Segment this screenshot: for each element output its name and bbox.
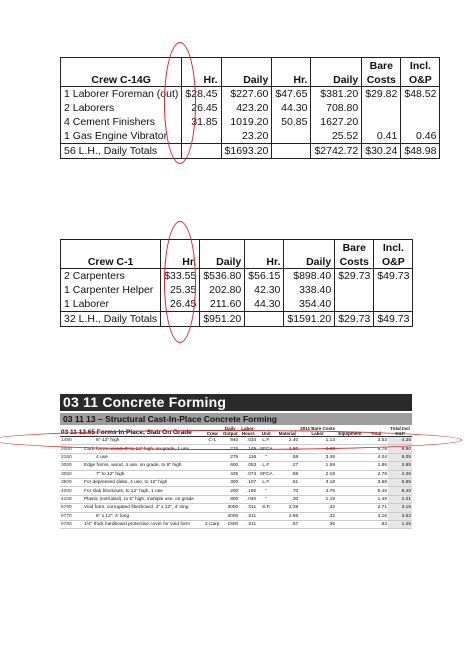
equipment-cell bbox=[336, 470, 364, 478]
labor-cell: .36 bbox=[299, 520, 336, 528]
bare-costs-header: Costs bbox=[362, 72, 401, 87]
table-row: 2 Carpenters $33.55 $536.80 $56.15 $898.40 $29.73 $49.73 bbox=[61, 269, 413, 284]
equipment-cell bbox=[336, 520, 364, 528]
material-cell: .58 bbox=[275, 453, 299, 461]
incl-op-top: Incl. bbox=[409, 60, 431, 72]
code-cell: 3050 bbox=[60, 470, 82, 478]
labor-hours-cell: .074 bbox=[239, 470, 257, 478]
table-row: 1 Laborer 26.45 211.60 44.30 354.40 bbox=[61, 297, 413, 312]
labor-cell: 1.13 bbox=[299, 437, 336, 445]
crew-cell bbox=[203, 487, 221, 495]
labor-hours-cell: .011 bbox=[239, 512, 257, 520]
total-header: Total bbox=[364, 426, 388, 437]
output-cell: 435 bbox=[221, 470, 239, 478]
desc-cell: 4 use bbox=[82, 453, 203, 461]
material-header: Material bbox=[275, 426, 299, 437]
equipment-cell bbox=[336, 462, 364, 470]
material-cell: 2.39 bbox=[275, 504, 299, 512]
table-row: 4 Cement Finishers 31.85 1019.20 50.85 1627.20 bbox=[61, 115, 440, 129]
table-row bbox=[60, 437, 412, 445]
output-cell: 3000 bbox=[221, 512, 239, 520]
total-incl-cell: 8.40 bbox=[388, 487, 412, 495]
incl-op-header: O&P bbox=[374, 254, 413, 269]
total-cell: 6.78 bbox=[364, 445, 388, 453]
output-cell: 940 bbox=[221, 437, 239, 445]
output-cell: 215 bbox=[221, 445, 239, 453]
labor-cell: .32 bbox=[299, 504, 336, 512]
table-row bbox=[60, 462, 412, 470]
unit-cell: L.F. bbox=[257, 462, 275, 470]
equipment-cell bbox=[336, 437, 364, 445]
concrete-forming-section bbox=[60, 394, 412, 530]
table-row bbox=[60, 495, 412, 503]
labor-cell: 1.59 bbox=[299, 462, 336, 470]
labor-hours-header: Labor-Hours bbox=[241, 426, 256, 436]
total-incl-cell: 4.26 bbox=[388, 470, 412, 478]
total-cell: 3.69 bbox=[364, 478, 388, 486]
crew-cell bbox=[203, 504, 221, 512]
table-row: 2 Laborers 26.45 423.20 44.30 708.80 bbox=[61, 101, 440, 115]
crew-c14g-table bbox=[60, 57, 440, 159]
unit-cell: " bbox=[257, 487, 275, 495]
crew-name-header: Crew C-1 bbox=[61, 254, 161, 269]
crew-name-header: Crew C-14G bbox=[61, 72, 182, 87]
total-cell: .93 bbox=[364, 520, 388, 528]
unit-cell bbox=[257, 512, 275, 520]
crew-cell bbox=[203, 512, 221, 520]
incl-op-top: Incl. bbox=[382, 242, 404, 254]
table-row bbox=[60, 478, 412, 486]
totals-row: 32 L.H., Daily Totals $951.20 $1591.20 $29.73 $49.73 bbox=[61, 312, 413, 327]
total-cell: 1.49 bbox=[364, 495, 388, 503]
labor-hours-cell: .040 bbox=[239, 495, 257, 503]
unit-cell: " bbox=[257, 495, 275, 503]
daily-header: Daily bbox=[311, 72, 362, 87]
labor-hours-cell: .149 bbox=[239, 445, 257, 453]
table-row bbox=[60, 487, 412, 495]
incl-op-header: O&P bbox=[401, 72, 440, 87]
crew-cell bbox=[203, 495, 221, 503]
labor-hours-cell: .011 bbox=[239, 520, 257, 528]
labor-cell: 4.43 bbox=[299, 445, 336, 453]
code-cell: 3000 bbox=[60, 462, 82, 470]
totals-row: 56 L.H., Daily Totals $1693.20 $2742.72 $30.24 $48.98 bbox=[61, 144, 440, 159]
crew-cell bbox=[203, 478, 221, 486]
total-incl-cell: 2.21 bbox=[388, 495, 412, 503]
total-cell: 2.71 bbox=[364, 504, 388, 512]
code-cell: 8760 bbox=[60, 504, 82, 512]
code-cell: 4100 bbox=[60, 495, 82, 503]
header-row bbox=[60, 426, 412, 437]
equipment-cell bbox=[336, 512, 364, 520]
unit-header: Unit bbox=[257, 426, 275, 437]
desc-cell: 7" to 12" high bbox=[82, 470, 203, 478]
total-cell: 4.04 bbox=[364, 453, 388, 461]
total-incl-cell: 3.15 bbox=[388, 504, 412, 512]
crew-header: Crew bbox=[203, 426, 221, 437]
daily-header: Daily bbox=[221, 72, 272, 87]
material-cell: 1.80 bbox=[275, 445, 299, 453]
table-row bbox=[60, 520, 412, 528]
header-row-top bbox=[61, 240, 413, 255]
table-row bbox=[60, 504, 412, 512]
desc-cell: 6" x 12", 4' long bbox=[82, 512, 203, 520]
total-incl-cell: 1.25 bbox=[388, 520, 412, 528]
table-row: 1 Laborer Foreman (out) $28.45 $227.60 $47.65 $381.20 $29.82 $48.52 bbox=[61, 87, 440, 102]
output-cell: 200 bbox=[221, 487, 239, 495]
material-cell: .27 bbox=[275, 462, 299, 470]
unit-cell: L.F. bbox=[257, 437, 275, 445]
labor-cell: 2.19 bbox=[299, 470, 336, 478]
total-cell: 5.46 bbox=[364, 487, 388, 495]
labor-cell: 3.18 bbox=[299, 478, 336, 486]
unit-cell: SFCA bbox=[257, 445, 275, 453]
unit-cell: " bbox=[257, 453, 275, 461]
labor-hours-cell: .107 bbox=[239, 478, 257, 486]
crew-c1-table bbox=[60, 239, 413, 327]
labor-cell: 4.76 bbox=[299, 487, 336, 495]
total-cell: 3.18 bbox=[364, 512, 388, 520]
output-cell: 600 bbox=[221, 462, 239, 470]
labor-hours-cell: .034 bbox=[239, 437, 257, 445]
labor-header bbox=[299, 426, 336, 437]
equipment-cell bbox=[336, 445, 364, 453]
bare-costs-top: Bare bbox=[362, 58, 401, 73]
material-cell: .59 bbox=[275, 470, 299, 478]
unit-cell bbox=[257, 520, 275, 528]
output-cell: 800 bbox=[221, 495, 239, 503]
labor-hours-cell: .116 bbox=[239, 453, 257, 461]
output-cell: 275 bbox=[221, 453, 239, 461]
output-cell: 1500 bbox=[221, 520, 239, 528]
total-incl-cell: 9.90 bbox=[388, 445, 412, 453]
desc-cell: 6"-12" high bbox=[82, 437, 203, 445]
desc-cell: For slab blockouts, to 12" high, 1 use bbox=[82, 487, 203, 495]
daily-header: Daily bbox=[200, 254, 245, 269]
hr-header: Hr. bbox=[272, 72, 311, 87]
labor-cell: 3.46 bbox=[299, 453, 336, 461]
unit-cell: S.F. bbox=[257, 504, 275, 512]
total-cell: 3.53 bbox=[364, 437, 388, 445]
total-incl-cell: 3.62 bbox=[388, 512, 412, 520]
equipment-cell bbox=[336, 487, 364, 495]
bare-costs-top: Bare bbox=[335, 240, 374, 255]
section-subtitle: 03 11 13 – Structural Cast-In-Place Concrete Forming bbox=[60, 413, 412, 425]
output-header: Daily Output bbox=[222, 426, 238, 436]
table-row: 1 Gas Engine Vibrator 23.20 25.52 0.41 0.46 bbox=[61, 129, 440, 144]
section-title: 03 11 Concrete Forming bbox=[60, 394, 412, 411]
code-cell: 1450 bbox=[60, 437, 82, 445]
total-cell: 2.78 bbox=[364, 470, 388, 478]
unit-cell: SFCA bbox=[257, 470, 275, 478]
forms-in-place-table bbox=[60, 426, 412, 529]
desc-cell: For depressed slabs, 4 use, to 12" high bbox=[82, 478, 203, 486]
bare-costs-group-header: 2011 Bare Costs bbox=[300, 426, 335, 431]
material-cell: 2.40 bbox=[275, 437, 299, 445]
header-row bbox=[61, 254, 413, 269]
desc-cell: Edge forms, wood, 4 use, on grade, to 6" high bbox=[82, 462, 203, 470]
total-incl-header: Total Incl O&P bbox=[388, 426, 412, 437]
code-cell: 2000 bbox=[60, 445, 82, 453]
table-row bbox=[60, 512, 412, 520]
output-cell: 3000 bbox=[221, 504, 239, 512]
equipment-cell bbox=[336, 504, 364, 512]
table-row bbox=[60, 453, 412, 461]
desc-cell: Void form, corrugated fiberboard, 4" x 12", 4' long bbox=[82, 504, 203, 512]
material-cell: .51 bbox=[275, 478, 299, 486]
equipment-cell bbox=[336, 495, 364, 503]
desc-cell: Curb forms, wood, 6" to 12" high, on grade, 1 use bbox=[82, 445, 203, 453]
desc-cell: 1/4" thick hardboard protective cover for void form bbox=[82, 520, 203, 528]
code-cell: 4000 bbox=[60, 487, 82, 495]
material-cell: 2.86 bbox=[275, 512, 299, 520]
table-row bbox=[60, 445, 412, 453]
labor-header-label: Labor bbox=[311, 431, 324, 436]
labor-cell: .32 bbox=[299, 512, 336, 520]
labor-hours-cell: .053 bbox=[239, 462, 257, 470]
total-incl-cell: 6.05 bbox=[388, 453, 412, 461]
crew-cell bbox=[203, 453, 221, 461]
hr-header: Hr. bbox=[182, 72, 221, 87]
table-row: 1 Carpenter Helper 25.35 202.80 42.30 338.40 bbox=[61, 283, 413, 297]
code-cell: 3500 bbox=[60, 478, 82, 486]
total-cell: 1.86 bbox=[364, 462, 388, 470]
crew-cell bbox=[203, 445, 221, 453]
unit-cell: L.F. bbox=[257, 478, 275, 486]
material-cell: .70 bbox=[275, 487, 299, 495]
equipment-cell bbox=[336, 478, 364, 486]
total-incl-cell: 5.65 bbox=[388, 478, 412, 486]
output-cell: 300 bbox=[221, 478, 239, 486]
desc-cell: Plastic (extruded), to 6" high, multiple use, on grade bbox=[82, 495, 203, 503]
labor-hours-cell: .011 bbox=[239, 504, 257, 512]
total-incl-cell: 4.35 bbox=[388, 437, 412, 445]
bare-costs-header: Costs bbox=[335, 254, 374, 269]
code-cell: 8770 bbox=[60, 512, 82, 520]
header-row bbox=[61, 72, 440, 87]
labor-cell: 1.19 bbox=[299, 495, 336, 503]
hr-header: Hr. bbox=[161, 254, 200, 269]
table-title: 03 11 13.65 Forms In Place, Slab On Grade bbox=[60, 426, 203, 437]
crew-cell: C-1 bbox=[203, 437, 221, 445]
code-cell: 8780 bbox=[60, 520, 82, 528]
equipment-cell bbox=[336, 453, 364, 461]
code-cell: 2150 bbox=[60, 453, 82, 461]
hr-header: Hr. bbox=[245, 254, 284, 269]
header-row-top bbox=[61, 58, 440, 73]
table-row bbox=[60, 470, 412, 478]
crew-cell: 2 Carp bbox=[205, 522, 220, 528]
crew-cell bbox=[203, 462, 221, 470]
labor-hours-cell: .160 bbox=[239, 487, 257, 495]
equipment-header: Equipment bbox=[336, 426, 364, 437]
total-incl-cell: 2.95 bbox=[388, 462, 412, 470]
daily-header: Daily bbox=[284, 254, 335, 269]
material-cell: .57 bbox=[275, 520, 299, 528]
crew-cell bbox=[203, 470, 221, 478]
material-cell: .30 bbox=[275, 495, 299, 503]
